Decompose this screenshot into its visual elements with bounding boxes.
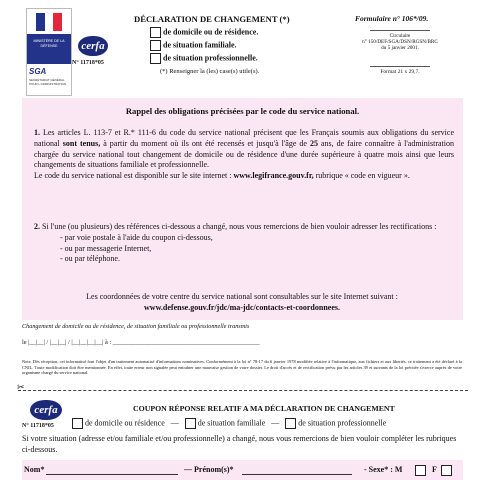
checkbox-familiale[interactable] <box>185 418 196 429</box>
obligations-panel <box>22 98 463 320</box>
nom-label: Nom* <box>24 465 45 474</box>
ministry-logo <box>26 8 72 96</box>
sexe-m-checkbox[interactable] <box>415 465 426 476</box>
checkbox[interactable] <box>150 53 161 64</box>
option-label: de domicile ou résidence <box>85 418 165 428</box>
declaration-title: DÉCLARATION DE CHANGEMENT (*) <box>134 14 290 24</box>
option-label: de situation professionnelle <box>298 418 387 428</box>
option-domicile[interactable] <box>150 27 258 38</box>
option-label: de situation professionnelle. <box>163 53 258 63</box>
paper-format <box>345 66 455 75</box>
option-professionnelle[interactable] <box>150 53 258 64</box>
cut-line <box>18 390 468 391</box>
panel-title: Rappel des obligations précisées par le code du service national. <box>125 106 360 116</box>
change-transmitted-note: Changement de domicile ou de résidence, de situation familiale ou professionnelle transmis <box>22 323 250 330</box>
scissors-icon: ✂ <box>17 383 25 393</box>
sexe-f-label: F <box>432 465 437 474</box>
option-label: de domicile ou de résidence. <box>163 27 259 37</box>
prenom-input[interactable] <box>242 474 352 475</box>
cnil-notice: Note. Dès réception, cet informatisé font l'objet d'un traitement automatisé d'informations nominatives. Conformément à la loi n° 78-17 du 6 janvier 1978 modifiée relative à l'informatique, aux fichiers et aux libertés, ce traitement a été déclaré à la CNIL. Toute modification doit être mentionnée. En effet, toute erreur non signalée peut entraîner une mauvaise gestion de votre dossier. Le droit d'accès et de rectification prévu par les articles 39 et suivants de la loi précitée s'exerce auprès de votre organisme chargé du service national. <box>22 359 462 376</box>
bullet-item: - par voie postale à l'aide du coupon ci-dessous, <box>60 232 213 242</box>
paragraph-1: 1. Les articles L. 113-7 et R.* 111-6 du code du service national précisent que les Français soumis aux obligations du service national sont tenus, à partir du moment où ils ont été recensés et jusqu'à l'âge de 25 ans, de faire connaître à l'administration chargée du service national tout changement de domicile ou de résidence d'une durée supérieure à quatre mois ainsi que leurs changements de situations familiale et professionnelle. Le code du service national est disponible sur le site internet : www.legifrance.gouv.fr, rubrique « code en vigueur ». <box>34 128 455 181</box>
identity-fields <box>22 460 463 480</box>
sga-subtitle: SECRÉTARIAT GÉNÉRAL POUR L'ADMINISTRATION <box>29 78 67 86</box>
ministry-name: MINISTÈRE DE LA DÉFENSE <box>33 39 65 48</box>
paragraph-number: 1. <box>34 128 40 137</box>
coupon-title: COUPON RÉPONSE RELATIF A MA DÉCLARATION DE CHANGEMENT <box>133 404 395 413</box>
checkbox-professionnelle[interactable] <box>285 418 296 429</box>
coordinates-text: Les coordonnées de votre centre du service national sont consultables sur le site Internet suivant : www.defense.gouv.fr/jdc/ma-jdc/contacts-et-coordonnees. <box>86 292 398 312</box>
cerfa-logo: cerfa <box>30 400 62 420</box>
options-note: (*) Renseigner la (les) case(s) utile(s). <box>160 68 260 75</box>
circular-date: du 5 janvier 2001. <box>381 45 419 52</box>
sexe-f-checkbox[interactable] <box>441 465 452 476</box>
legifrance-link[interactable]: www.legifrance.gouv.fr, <box>233 171 314 181</box>
bullet-item: - ou par messagerie Internet, <box>60 243 152 253</box>
circular-number: n° 150/DEF/SGA/DSN/RGSN/BRC <box>362 39 438 46</box>
circular-ref <box>345 30 455 52</box>
nom-input[interactable] <box>46 474 178 475</box>
checkbox-domicile[interactable] <box>72 418 83 429</box>
form-number: Formulaire n° 106*/09. <box>355 14 429 23</box>
coupon-instructions: Si votre situation (adresse et/ou familiale et/ou professionnelle) a changé, nous vous remercions de bien vouloir compléter les rubriques ci-dessous. <box>22 434 457 454</box>
option-familiale[interactable] <box>150 40 237 51</box>
date-field[interactable]: le |__|__| / |__|__| / |__|__|__|__| à : ______________________________________________ <box>22 339 260 346</box>
coupon-options: de domicile ou résidence — de situation familiale — de situation professionnelle <box>72 418 386 429</box>
checkbox[interactable] <box>150 27 161 38</box>
bullet-item: - ou par téléphone. <box>60 254 120 264</box>
circular-label: Circulaire <box>389 33 411 39</box>
sexe-label: - Sexe* : M <box>364 465 403 474</box>
format-label: Format 21 x 29,7. <box>380 69 420 75</box>
french-flag-icon <box>36 13 62 31</box>
cerfa-number: N° 11718*05 <box>72 60 104 66</box>
option-label: de situation familiale. <box>163 40 237 50</box>
paragraph-number: 2. <box>34 222 40 231</box>
cerfa-number: N° 11718*05 <box>22 423 54 429</box>
defense-link[interactable]: www.defense.gouv.fr/jdc/ma-jdc/contacts-et-coordonnees. <box>144 303 340 312</box>
prenom-label: — Prénom(s)* <box>184 465 234 474</box>
sga-logo: SGA <box>29 67 47 76</box>
option-label: de situation familiale <box>197 418 266 428</box>
cerfa-logo: cerfa <box>78 36 108 56</box>
paragraph-2: 2. Si l'une (ou plusieurs) des références ci-dessous a changé, nous vous remercions de bien vouloir adresser les rectifications : - par voie postale à l'aide du coupon ci-dessous, - ou par messagerie Internet, - ou par téléphone. <box>34 222 454 265</box>
checkbox[interactable] <box>150 40 161 51</box>
